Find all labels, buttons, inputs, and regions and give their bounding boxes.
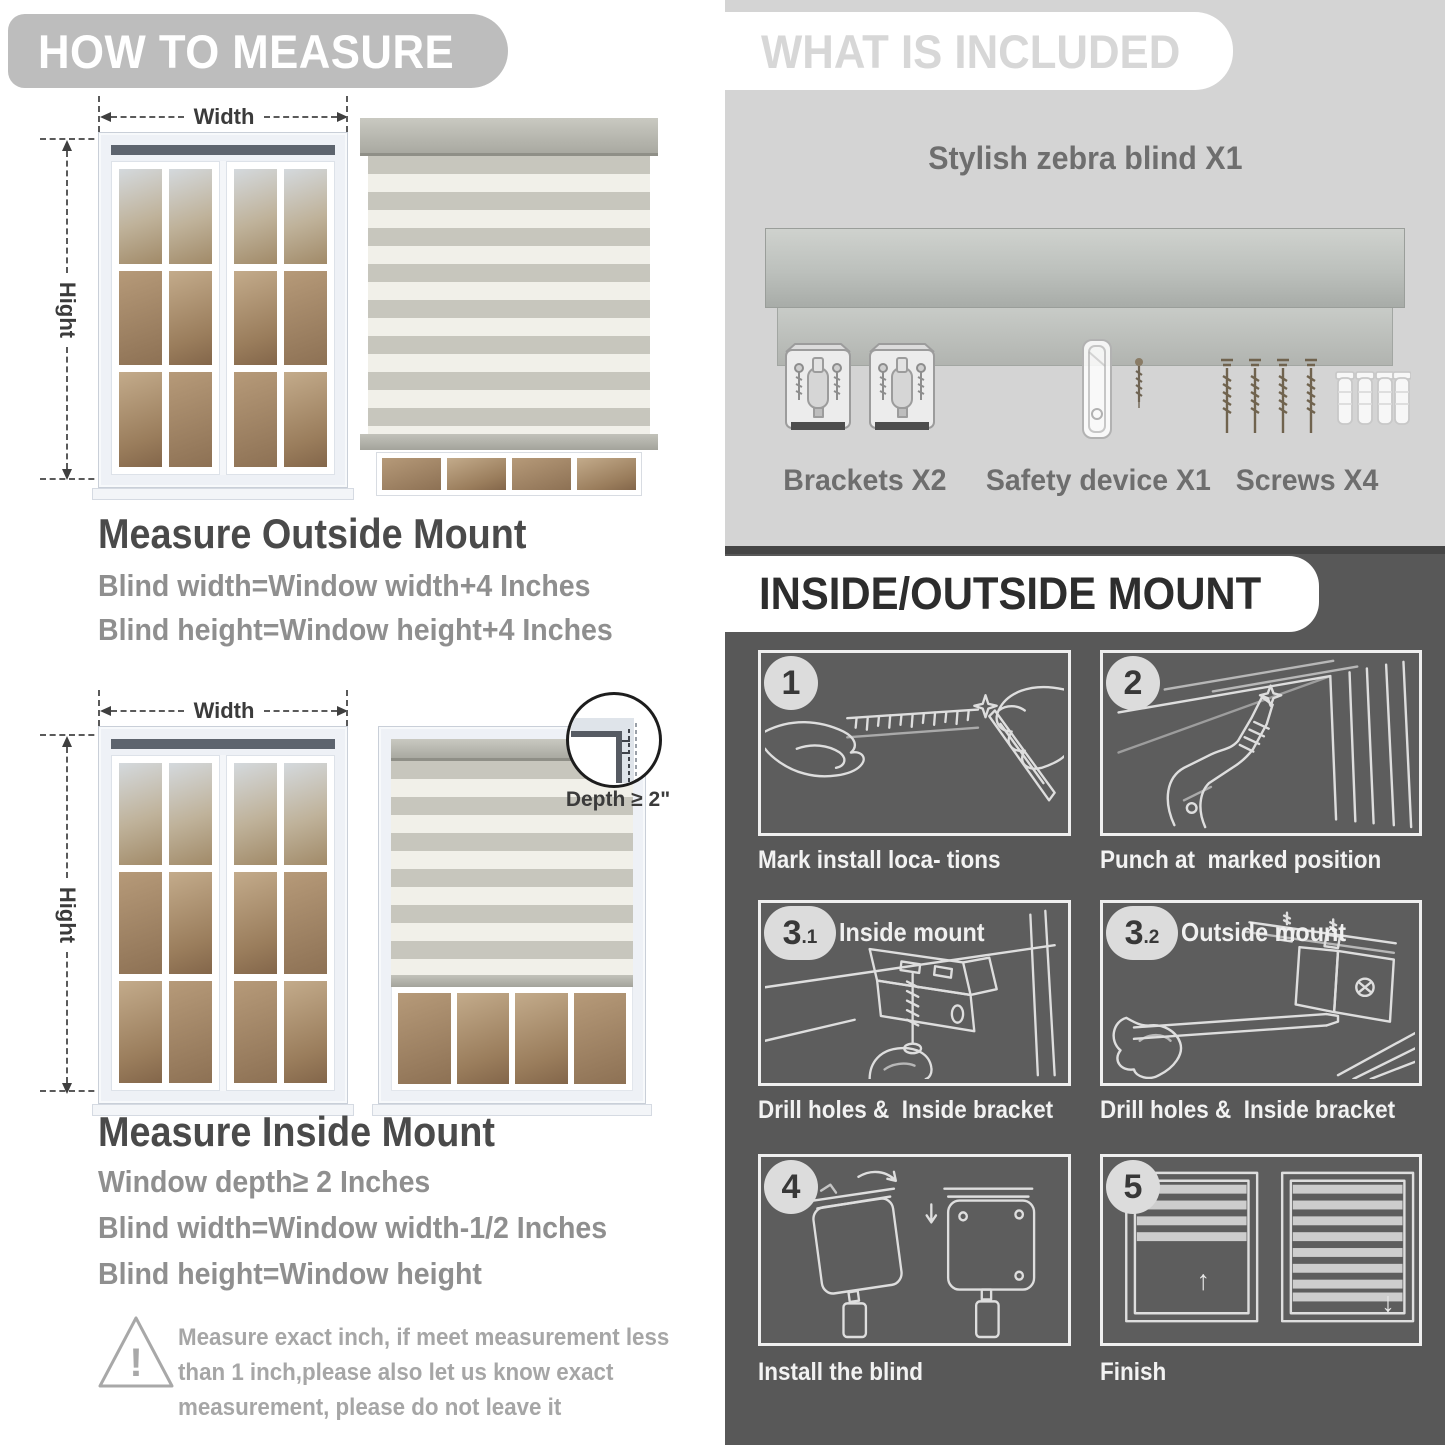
screws-icon — [1215, 352, 1411, 444]
step-number-badge: 3 .1 — [764, 906, 836, 960]
safety-device-icon — [1055, 338, 1165, 444]
inside-mount-label: Inside mount — [839, 917, 985, 947]
arrow-left-icon — [100, 112, 111, 122]
mount-instructions-section — [725, 546, 1445, 1445]
warning-text — [178, 1320, 706, 1425]
step-panel-5 — [1100, 1154, 1422, 1346]
dashed-line — [111, 116, 184, 118]
what-is-included-banner — [725, 12, 1233, 90]
width-label: Width — [193, 698, 255, 723]
bracket-icon — [867, 342, 937, 440]
dashed-line — [66, 151, 68, 273]
bracket-icon — [783, 342, 853, 440]
height-label: Hight — [55, 281, 80, 339]
window-illustration-outside — [98, 132, 348, 488]
step-caption: Drill holes & Inside bracket — [758, 1096, 1054, 1124]
warning-line: measurement, please do not leave it — [178, 1394, 562, 1421]
window-illustration-inside — [98, 726, 348, 1104]
brackets-label: Brackets X2 — [783, 464, 947, 497]
lower-arrow-icon: ↓ — [1381, 1285, 1395, 1318]
window-header-strip — [111, 739, 335, 749]
blind-cassette — [360, 118, 658, 156]
step-panel-3-1 — [758, 900, 1071, 1086]
dashed-line — [66, 347, 68, 469]
window-header-strip — [111, 145, 335, 155]
zebra-blind-fabric — [368, 156, 650, 434]
inside-mount-title: Measure Inside Mount — [98, 1108, 495, 1155]
dashed-line — [66, 747, 68, 878]
step-caption: Install the blind — [758, 1358, 924, 1386]
warning-line: Measure exact inch, if meet measurement less — [178, 1324, 670, 1351]
measure-terminator — [40, 478, 104, 480]
window-sashes — [111, 755, 335, 1091]
window-corner-detail — [569, 695, 659, 785]
blind-item-label: Stylish zebra blind X1 — [927, 140, 1243, 176]
height-arrow-inside — [54, 736, 80, 1094]
width-label: Width — [193, 104, 255, 129]
arrow-down-icon — [62, 1083, 72, 1094]
blind-bottom-rail — [391, 975, 633, 987]
window-sash — [111, 755, 220, 1091]
warning-line: than 1 inch,please also let us know exact — [178, 1359, 614, 1386]
step-number-badge: 2 — [1106, 656, 1160, 710]
svg-text:!: ! — [129, 1341, 143, 1385]
dashed-line — [66, 952, 68, 1083]
arrow-up-icon — [62, 736, 72, 747]
height-arrow-outside — [54, 140, 80, 480]
inside-mount-line: Window depth≥ 2 Inches — [98, 1164, 431, 1199]
step-number-badge: 3 .2 — [1106, 906, 1178, 960]
measure-terminator — [40, 734, 104, 736]
step-caption: Drill holes & Inside bracket — [1100, 1096, 1396, 1124]
how-to-measure-banner — [8, 14, 508, 88]
window-sashes — [111, 161, 335, 475]
inside-mount-line: Blind width=Window width-1/2 Inches — [98, 1210, 608, 1245]
outside-mount-title: Measure Outside Mount — [98, 510, 527, 557]
what-is-included-section — [725, 0, 1445, 546]
arrow-up-icon — [62, 140, 72, 151]
step-number-badge: 5 — [1106, 1160, 1160, 1214]
height-label: Hight — [55, 886, 80, 944]
inside-outside-mount-banner — [725, 556, 1319, 632]
dashed-line — [264, 116, 337, 118]
step-panel-2 — [1100, 650, 1422, 836]
window-sash — [226, 161, 335, 475]
section-divider — [725, 546, 1445, 554]
screws-label: Screws X4 — [1236, 464, 1379, 497]
outside-mount-label: Outside mount — [1181, 917, 1347, 947]
step-caption: Mark install loca- tions — [758, 846, 1001, 874]
outside-mount-line: Blind height=Window height+4 Inches — [98, 612, 613, 647]
blind-bottom-rail — [360, 434, 658, 450]
depth-requirement-label: Depth ≥ 2" — [565, 788, 671, 811]
step-panel-3-2 — [1100, 900, 1422, 1086]
raise-arrow-icon: ↑ — [1196, 1264, 1210, 1296]
measure-terminator — [40, 138, 104, 140]
step-caption: Finish — [1100, 1358, 1167, 1386]
step-panel-1 — [758, 650, 1071, 836]
step-caption: Punch at marked position — [1100, 846, 1382, 874]
step-panel-4 — [758, 1154, 1071, 1346]
outside-mount-line: Blind width=Window width+4 Inches — [98, 568, 591, 603]
inside-outside-mount-title: INSIDE/OUTSIDE MOUNT — [759, 568, 1262, 619]
step-number-badge: 1 — [764, 656, 818, 710]
what-is-included-title: WHAT IS INCLUDED — [761, 24, 1181, 78]
window-sash — [111, 161, 220, 475]
window-sash — [226, 755, 335, 1091]
window-below-blind — [376, 452, 642, 496]
depth-detail-magnifier — [566, 692, 662, 788]
width-arrow-inside — [100, 700, 348, 722]
warning-triangle-icon — [94, 1312, 178, 1392]
window-below-blind — [391, 987, 633, 1091]
dashed-line — [264, 710, 337, 712]
width-arrow-outside — [100, 106, 348, 128]
measure-terminator — [40, 1090, 104, 1092]
bracket-icons — [783, 342, 937, 440]
safety-device-label: Safety device X1 — [985, 464, 1211, 497]
step-number-badge: 4 — [764, 1160, 818, 1214]
blind-headrail-illustration — [765, 228, 1405, 308]
inside-mount-line: Blind height=Window height — [98, 1256, 482, 1291]
dashed-line — [111, 710, 184, 712]
how-to-measure-title: HOW TO MEASURE — [38, 24, 455, 78]
arrow-left-icon — [100, 706, 111, 716]
window-sill — [92, 488, 354, 500]
